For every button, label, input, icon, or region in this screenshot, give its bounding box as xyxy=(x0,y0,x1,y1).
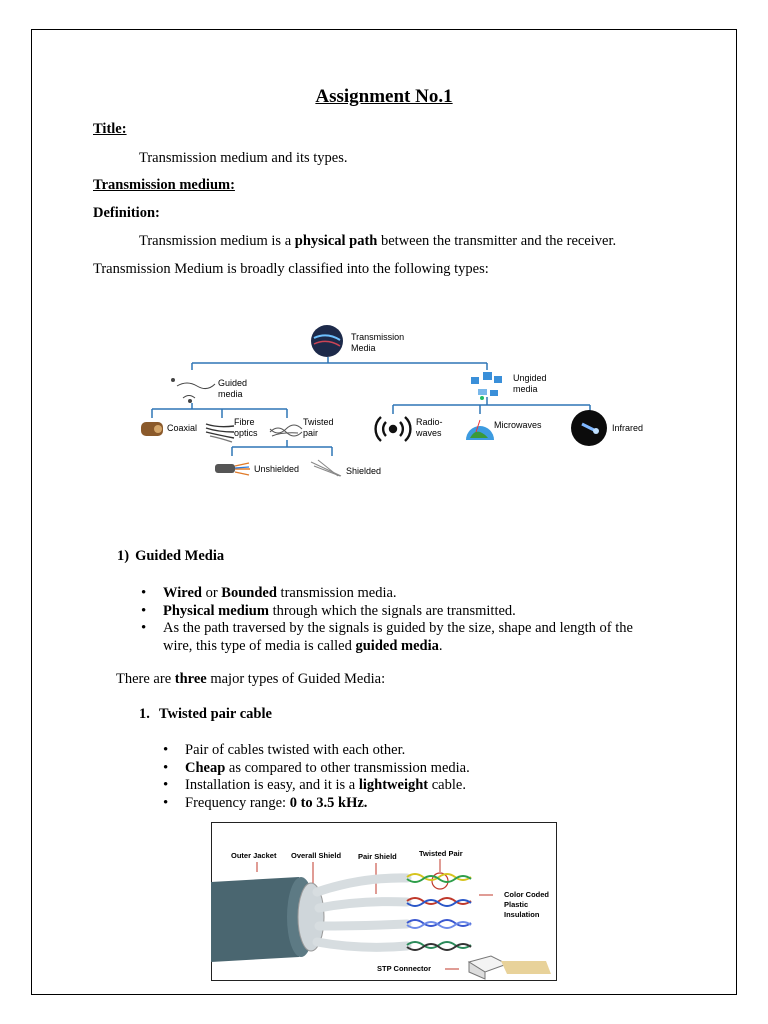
list-item: • Physical medium through which the signals are transmitted. xyxy=(141,603,701,621)
list-item: • Wired or Bounded transmission media. xyxy=(141,585,701,603)
radio-waves-icon xyxy=(376,417,411,441)
twisted-label-line2: pair xyxy=(303,428,319,438)
radio-label-line2: waves xyxy=(416,428,442,438)
color-coded-label-line2: Plastic xyxy=(504,900,529,909)
section-heading: Transmission medium: xyxy=(93,177,235,193)
unshielded-label: Unshielded xyxy=(254,464,300,474)
microwaves-label: Microwaves xyxy=(494,420,542,430)
overall-shield-label: Overall Shield xyxy=(291,851,342,860)
twisted-pair-bullets xyxy=(163,742,703,812)
page-title: Assignment No.1 xyxy=(315,86,453,107)
unguided-label-line2: media xyxy=(513,384,538,394)
twisted-pair-label: Twisted Pair xyxy=(419,849,463,858)
fibre-label-line1: Fibre xyxy=(234,417,255,427)
root-label-line2: Media xyxy=(351,343,376,353)
list-item: • Pair of cables twisted with each other. xyxy=(163,742,703,760)
unguided-media-icon xyxy=(471,372,502,400)
three-types-line: There are three major types of Guided Media: xyxy=(116,671,386,687)
twisted-pair-heading: 1. Twisted pair cable xyxy=(139,706,272,722)
list-item: • Cheap as compared to other transmission media. xyxy=(163,760,703,778)
stp-connector-label: STP Connector xyxy=(377,964,432,973)
definition-text: Transmission medium is a physical path between the transmitter and the receiver. xyxy=(139,233,617,249)
transmission-media-icon xyxy=(311,325,343,357)
definition-label: Definition: xyxy=(93,205,160,221)
unshielded-icon xyxy=(215,463,250,475)
fibre-optics-icon xyxy=(206,424,234,442)
list-item: • Frequency range: 0 to 3.5 kHz. xyxy=(163,795,703,813)
classification-line: Transmission Medium is broadly classified into the following types: xyxy=(93,261,489,277)
color-coded-label-line3: Insulation xyxy=(504,910,540,919)
root-label-line1: Transmission xyxy=(351,332,405,342)
radio-label-line1: Radio- xyxy=(416,417,443,427)
guided-label-line2: media xyxy=(218,389,243,399)
twisted-label-line1: Twisted xyxy=(303,417,334,427)
guided-label-line1: Guided xyxy=(218,378,248,388)
guided-bullets xyxy=(141,585,701,655)
classification-diagram xyxy=(0,0,768,500)
infrared-icon xyxy=(571,410,607,446)
list-item: • As the path traversed by the signals is guided by the size, shape and length of the wire, this type of media is called guided media. xyxy=(141,620,701,655)
infrared-label: Infrared xyxy=(612,423,644,433)
guided-media-icon xyxy=(172,379,216,403)
twisted-pair-cable-figure xyxy=(211,822,557,982)
title-label: Title: xyxy=(93,121,127,137)
list-item: • Installation is easy, and it is a lightweight cable. xyxy=(163,777,703,795)
coaxial-icon xyxy=(141,422,163,436)
unguided-label-line1: Ungided xyxy=(513,373,547,383)
title-text: Transmission medium and its types. xyxy=(139,150,348,166)
color-coded-label-line1: Color Coded xyxy=(504,890,549,899)
shielded-icon xyxy=(311,460,341,476)
outer-jacket-label: Outer Jacket xyxy=(231,851,277,860)
twisted-pair-icon xyxy=(270,425,302,436)
pair-shield-label: Pair Shield xyxy=(358,852,397,861)
diagram-connectors xyxy=(152,357,590,456)
microwaves-icon xyxy=(466,420,494,440)
guided-heading: 1) Guided Media xyxy=(117,548,225,564)
coaxial-label: Coaxial xyxy=(167,423,198,433)
fibre-label-line2: optics xyxy=(234,428,258,438)
shielded-label: Shielded xyxy=(346,466,382,476)
